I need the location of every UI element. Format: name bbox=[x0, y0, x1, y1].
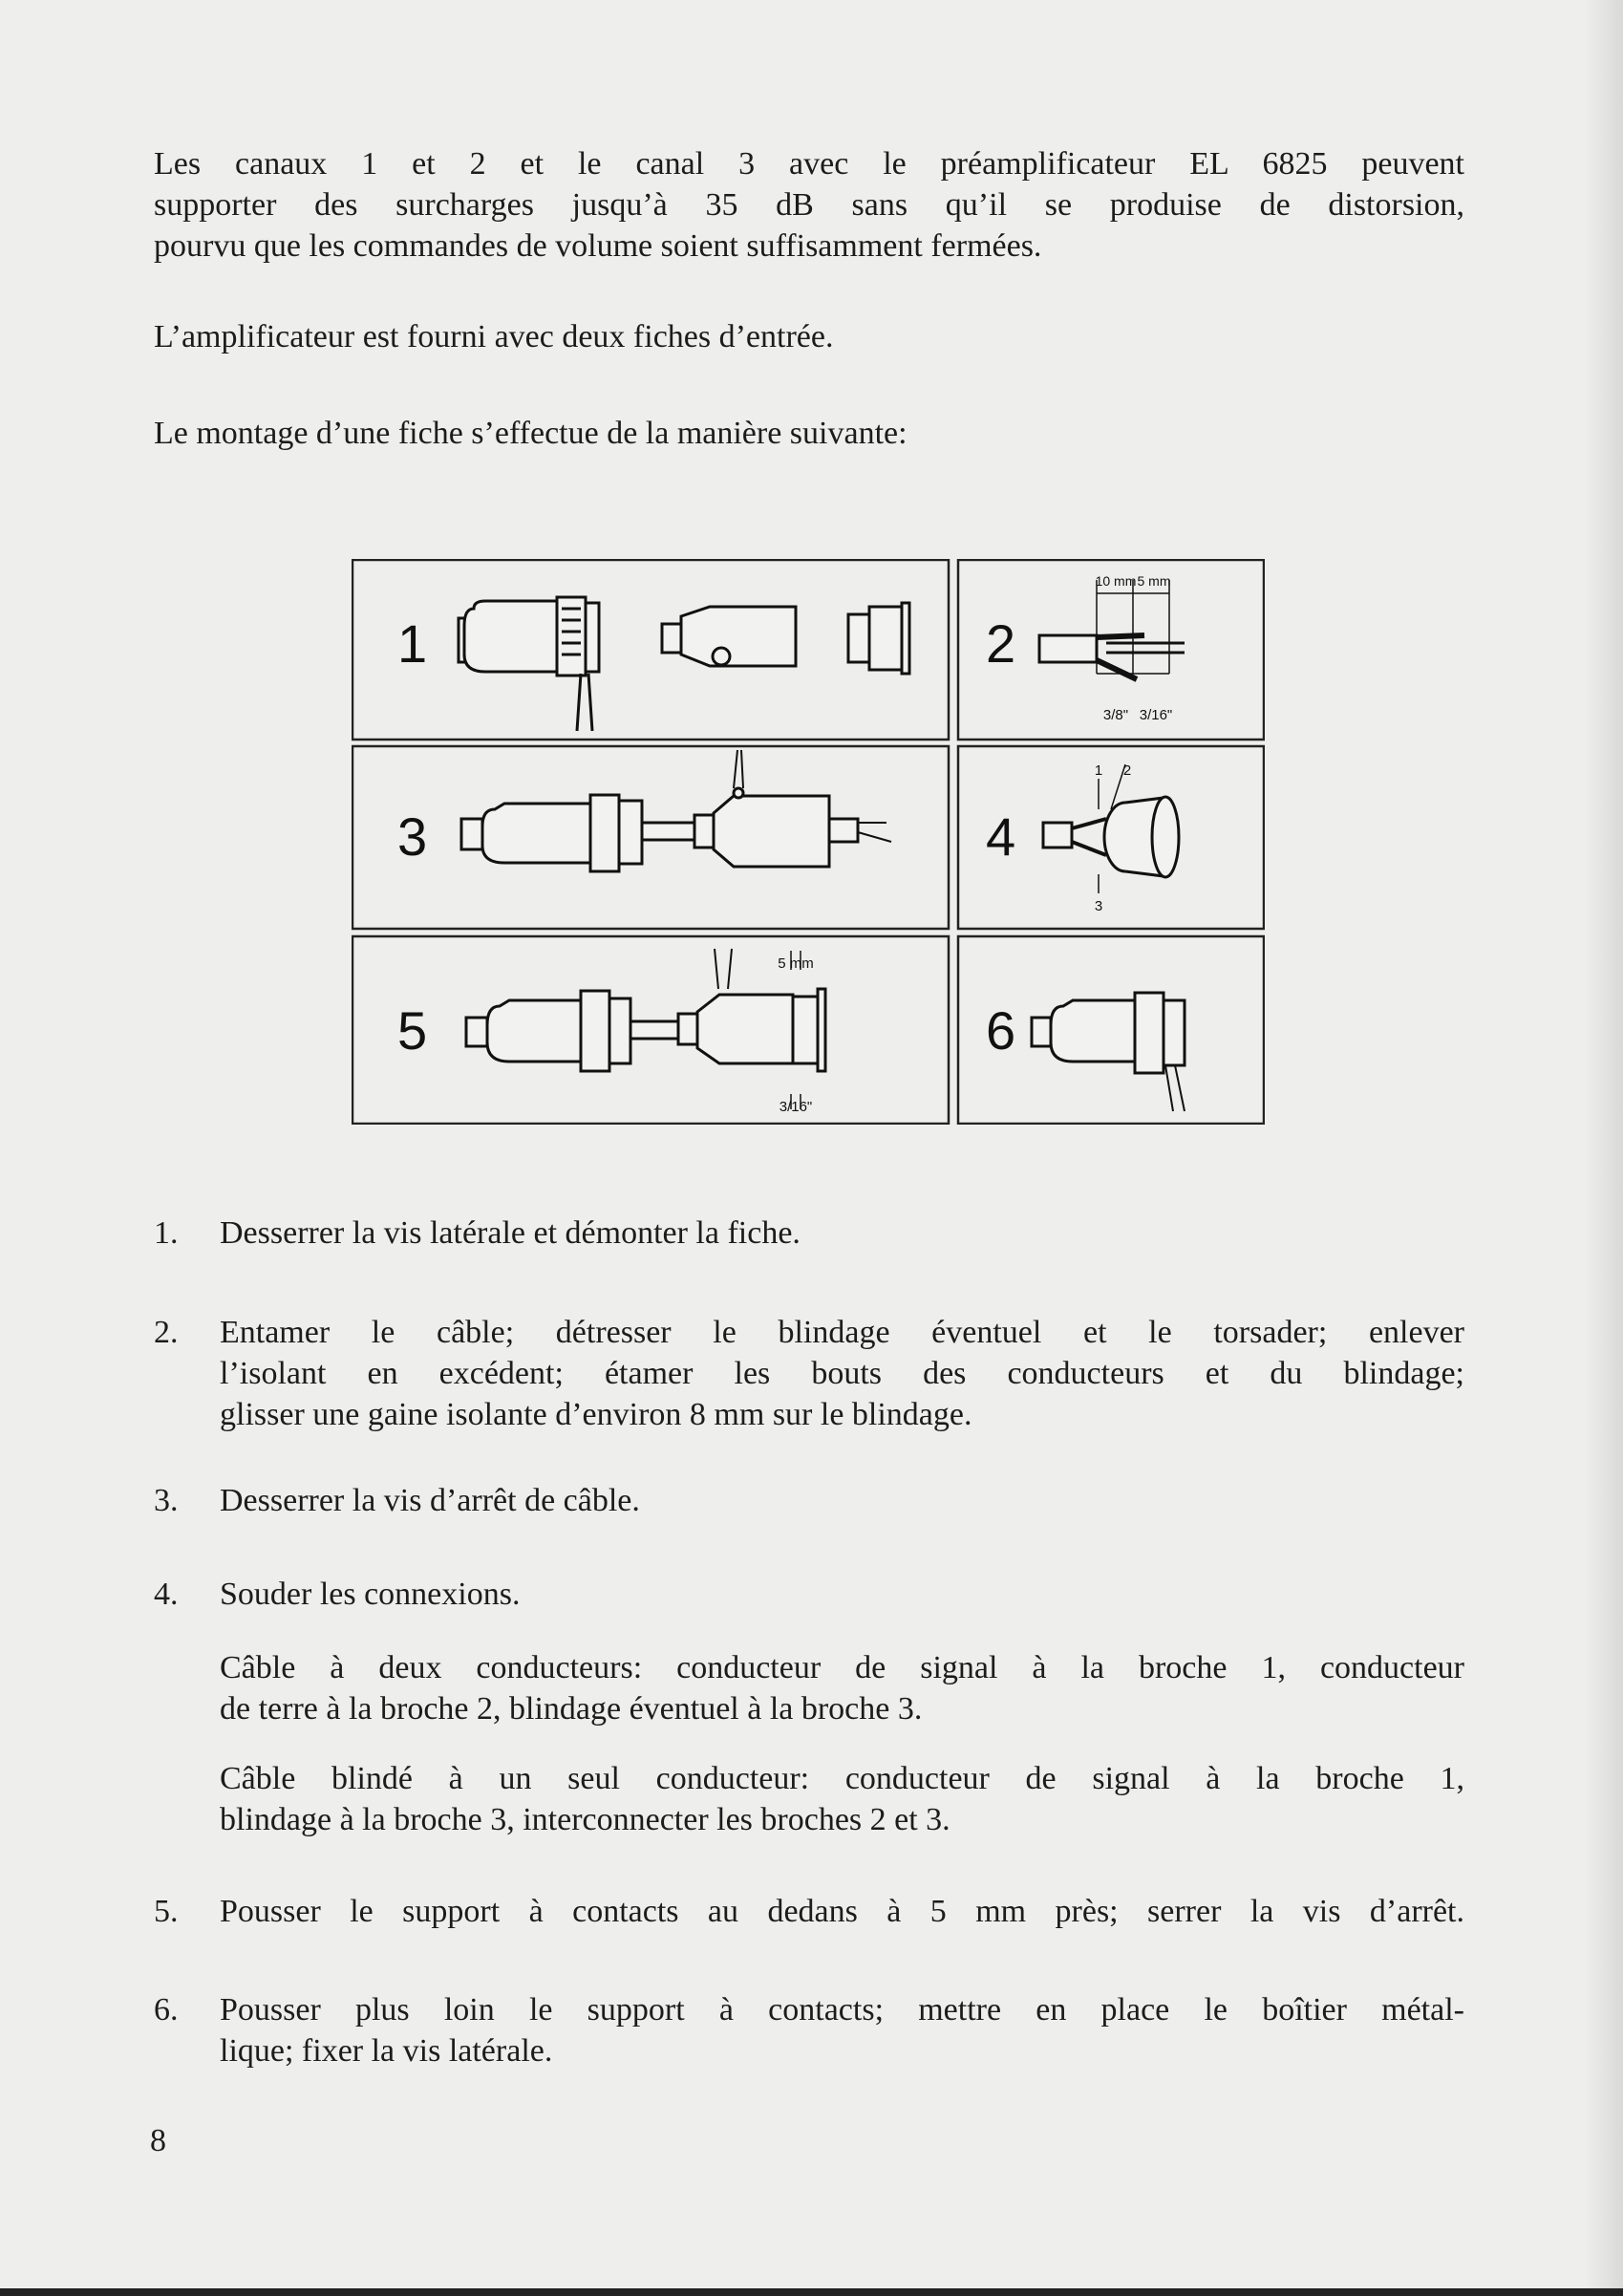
text-line: Pousser le support à contacts au dedans à 5 mm près; serrer la vis d’arrêt. bbox=[220, 1894, 1464, 1929]
text-line: Câble à deux conducteurs: conducteur de signal à la broche 1, conducteur bbox=[220, 1650, 1464, 1685]
plug-assembly-diagram bbox=[352, 559, 1265, 1125]
page-number: 8 bbox=[150, 2123, 166, 2158]
text-line: Desserrer la vis d’arrêt de câble. bbox=[220, 1483, 640, 1518]
step-4-note-two-conductor bbox=[220, 1647, 1464, 1729]
panel-number-3: 3 bbox=[397, 806, 428, 867]
step-number: 1. bbox=[154, 1215, 179, 1251]
step-number: 6. bbox=[154, 1992, 179, 2028]
pin-label-1: 1 bbox=[1094, 762, 1103, 779]
dimension-5mm: 5 mm bbox=[1137, 573, 1171, 589]
panel-number-6: 6 bbox=[986, 1000, 1016, 1061]
text-line: glisser une gaine isolante d’environ 8 mm sur le blindage. bbox=[220, 1397, 972, 1432]
step-number: 5. bbox=[154, 1894, 179, 1929]
panel-number-2: 2 bbox=[986, 613, 1016, 674]
plug-partial-assembly-illustration bbox=[461, 750, 891, 871]
step-number: 3. bbox=[154, 1483, 179, 1518]
intro-paragraph-1 bbox=[154, 143, 1464, 267]
text-line: L’amplificateur est fourni avec deux fiches d’entrée. bbox=[154, 319, 834, 354]
text-line: Les canaux 1 et 2 et le canal 3 avec le préamplificateur EL 6825 peuvent bbox=[154, 146, 1464, 182]
intro-paragraph-3 bbox=[154, 413, 1464, 454]
text-line: Entamer le câble; détresser le blindage éventuel et le torsader; enlever bbox=[220, 1315, 1464, 1350]
page-edge-shadow bbox=[1585, 0, 1623, 2296]
text-line: Câble blindé à un seul conducteur: conducteur de signal à la broche 1, bbox=[220, 1761, 1464, 1796]
panel-number-5: 5 bbox=[397, 1000, 428, 1061]
dimension-3-16-inch: 3/16" bbox=[1139, 707, 1173, 723]
contact-insert-illustration bbox=[848, 603, 909, 674]
text-line: lique; fixer la vis latérale. bbox=[220, 2033, 553, 2069]
pin-label-3: 3 bbox=[1094, 898, 1103, 914]
dimension-5mm-step5: 5 mm bbox=[778, 955, 814, 972]
dimension-10mm: 10 mm bbox=[1095, 573, 1137, 589]
page-bottom-edge bbox=[0, 2288, 1623, 2296]
plug-housing-illustration bbox=[459, 597, 599, 731]
panel-number-1: 1 bbox=[397, 613, 428, 674]
assembled-plug-illustration bbox=[1032, 993, 1185, 1111]
text-line: Desserrer la vis latérale et démonter la fiche. bbox=[220, 1215, 801, 1251]
dimension-3-16-inch-step5: 3/16" bbox=[779, 1099, 813, 1115]
text-line: Pousser plus loin le support à contacts; mettre en place le boîtier métal- bbox=[220, 1992, 1464, 2028]
plug-contact-push-illustration bbox=[466, 949, 825, 1071]
pin-label-2: 2 bbox=[1122, 762, 1132, 779]
intro-paragraph-2 bbox=[154, 316, 1464, 357]
panel-number-4: 4 bbox=[986, 806, 1016, 867]
text-line: de terre à la broche 2, blindage éventuel à la broche 3. bbox=[220, 1691, 923, 1727]
text-line: Le montage d’une fiche s’effectue de la manière suivante: bbox=[154, 416, 908, 451]
text-line: pourvu que les commandes de volume soient suffisamment fermées. bbox=[154, 228, 1042, 264]
stripped-cable-illustration bbox=[1039, 635, 1185, 679]
step-number: 4. bbox=[154, 1577, 179, 1612]
step-4-note-single-conductor bbox=[220, 1758, 1464, 1840]
text-line: Souder les connexions. bbox=[220, 1577, 521, 1612]
text-line: blindage à la broche 3, interconnecter les broches 2 et 3. bbox=[220, 1802, 950, 1837]
text-line: supporter des surcharges jusqu’à 35 dB sans qu’il se produise de distorsion, bbox=[154, 187, 1464, 223]
contact-carrier-illustration bbox=[662, 607, 796, 666]
step-number: 2. bbox=[154, 1315, 179, 1350]
dimension-3-8-inch: 3/8" bbox=[1102, 707, 1129, 723]
text-line: l’isolant en excédent; étamer les bouts des conducteurs et du blindage; bbox=[220, 1356, 1464, 1391]
